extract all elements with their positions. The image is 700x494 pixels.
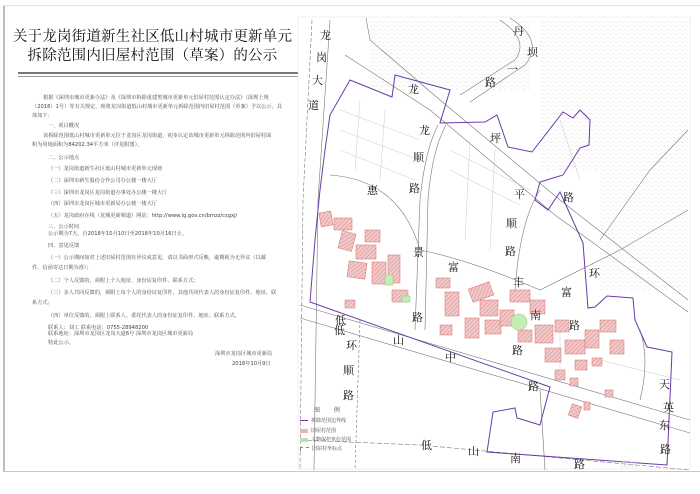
body-line: （一）龙岗街道新生社区低山村城市更新单元现场 bbox=[48, 166, 163, 172]
body-line: （三）深圳市龙岗区龙岗街道办事处办公楼一楼大厅 bbox=[48, 190, 168, 196]
road-label: 天 bbox=[659, 378, 670, 391]
legend-label: 文物保护单位范围 bbox=[311, 437, 352, 443]
road-label: 丰 bbox=[513, 276, 524, 289]
legend-item-boundary bbox=[300, 417, 346, 424]
road-label: 路 bbox=[343, 389, 354, 402]
road-label: 富 bbox=[561, 286, 572, 299]
road-label: 路 bbox=[409, 182, 420, 195]
road-label: 龙 bbox=[419, 124, 430, 137]
body-line: （三）多人共同反馈的，须附上每个人的身份证复印件，其他共同代表人的身份证复印件、地址、联 bbox=[48, 290, 277, 296]
road-label: 中 bbox=[445, 351, 456, 364]
road-label: 南 bbox=[510, 452, 521, 465]
legend-title: 图 例 bbox=[314, 407, 346, 414]
legend-label: 旧屋村范围 bbox=[311, 428, 337, 434]
address-line: 联系地址：深圳市龙岗区龙岗大道6号 深圳市龙岗区城市更新局 bbox=[48, 331, 194, 337]
body-line: （四）深圳市龙岗区城市更新局办公楼一楼大厅 bbox=[48, 201, 157, 207]
road-label: 路 bbox=[512, 344, 523, 357]
website-line: （五）龙岗政府在线（龙城更新频道）网站：http://www.lg.gov.cn/bmzz/csgxj/ bbox=[48, 213, 238, 219]
road-label: 路 bbox=[528, 380, 539, 393]
road-label: 低 bbox=[421, 439, 432, 452]
road-label: 山 bbox=[393, 334, 404, 347]
road-label: 路 bbox=[412, 311, 423, 324]
legend-label: 拆除范围边界线 bbox=[311, 418, 347, 424]
road-label: 路 bbox=[569, 319, 580, 332]
road-label: 路 bbox=[485, 76, 496, 89]
road-label: 路 bbox=[574, 458, 585, 471]
road-label: 英 bbox=[663, 401, 674, 414]
closing-line: 特此公示。 bbox=[48, 340, 74, 346]
body-line: 件、信函寄达日期为准）； bbox=[32, 265, 92, 271]
notice-title-line1: 关于龙岗街道新生社区低山村城市更新单元 bbox=[12, 29, 293, 45]
road-label: 东 bbox=[659, 419, 670, 432]
section-heading: 一、项目概况 bbox=[48, 123, 80, 129]
legend-item-coordinate bbox=[300, 445, 342, 452]
terrain-hatching bbox=[540, 20, 688, 170]
road-label: 路 bbox=[660, 443, 671, 456]
road-label: 一 bbox=[507, 63, 518, 76]
body-line: 该拆除范围低山村城市更新单元位于龙岗区龙岗街道，初步认定该城市更新单元拆除范围内旧屋村面 bbox=[43, 133, 272, 139]
notice-title-line2: 拆除范围内旧屋村范围（草案）的公示 bbox=[27, 48, 278, 64]
road-label: 龙 bbox=[408, 83, 419, 96]
legend-item-old-village bbox=[300, 427, 336, 434]
road-label: 景 bbox=[413, 246, 424, 259]
body-line: （二）个人反馈的，须附上个人地址、身份证复印件、联系方式； bbox=[48, 278, 199, 284]
road-label: 顺 bbox=[413, 151, 424, 164]
section-heading: 二、公示地点 bbox=[48, 155, 80, 161]
boundary-line-swatch bbox=[300, 420, 308, 421]
old-village-swatch bbox=[300, 429, 308, 433]
watermark: 深圳 bbox=[620, 461, 639, 471]
road-label: 道 bbox=[308, 99, 319, 112]
road-label: 丹 bbox=[513, 25, 524, 38]
road-label: 坪 bbox=[490, 132, 501, 145]
body-line: 公示期为7天，自2018年10月10日至2018年10月16日止。 bbox=[48, 231, 188, 237]
contact-line: 联系人：刘工 联系电话：0755-28948200 bbox=[48, 325, 149, 331]
legend-label: 旧屋村坐标点 bbox=[312, 446, 343, 452]
legend-item-heritage bbox=[300, 436, 351, 443]
body-line: 根据《深圳市城市更新办法》及《深圳市拆除重建类城市更新单元旧屋村范围认定办法》（深规土规 bbox=[43, 95, 269, 101]
road-label: 岗 bbox=[316, 51, 327, 64]
coordinate-point-swatch bbox=[300, 447, 309, 451]
body-line: （2018）1号）等有关规定，现将龙岗街道低山村城市更新单元拆除范围内旧屋村范围（草案）予以公示，具 bbox=[32, 104, 282, 110]
notice-date: 2018年10月9日 bbox=[232, 361, 271, 367]
road-label: 惠 bbox=[367, 184, 378, 197]
signature: 深圳市龙岗区城市更新局 bbox=[215, 351, 273, 357]
body-line: （二）深圳市新生股份合作公司办公楼一楼大厅 bbox=[48, 178, 157, 184]
road-label: 南 bbox=[530, 309, 541, 322]
road-label: 环 bbox=[589, 267, 600, 280]
road-label: 顺 bbox=[506, 217, 517, 230]
road-label: 富 bbox=[448, 261, 459, 274]
road-label: 坝 bbox=[527, 46, 538, 59]
section-heading: 三、公示时间 bbox=[48, 224, 80, 230]
road-label: 路 bbox=[563, 191, 574, 204]
road-label: 顺 bbox=[343, 364, 354, 377]
section-heading: 四、意见反馈 bbox=[48, 243, 80, 249]
road-label: 山 bbox=[468, 445, 479, 458]
road-label: 平 bbox=[514, 188, 525, 201]
body-line: （四）单位反馈的，须附上联系人、委托代表人的身份证复印件、地址、联系方式。 bbox=[48, 313, 240, 319]
road-label: 路 bbox=[505, 245, 516, 258]
road-label: 低 bbox=[335, 314, 346, 327]
body-line: 体如下： bbox=[32, 113, 53, 119]
body-line: 积为用地面积为84202.34平方米（详见附图）。 bbox=[32, 142, 143, 148]
road-label: 环 bbox=[346, 339, 357, 352]
body-line: （一）公示期间如对上述旧屋村范围有异议或意见，请以书面形式反映，逾期视为无异议（以邮 bbox=[48, 255, 266, 261]
road-label: 大 bbox=[312, 74, 323, 87]
road-label: 龙 bbox=[320, 29, 331, 42]
road-label: 低 bbox=[334, 324, 345, 337]
body-line: 系方式； bbox=[32, 300, 53, 306]
heritage-swatch bbox=[300, 438, 308, 442]
terrain-hatching bbox=[600, 170, 688, 290]
